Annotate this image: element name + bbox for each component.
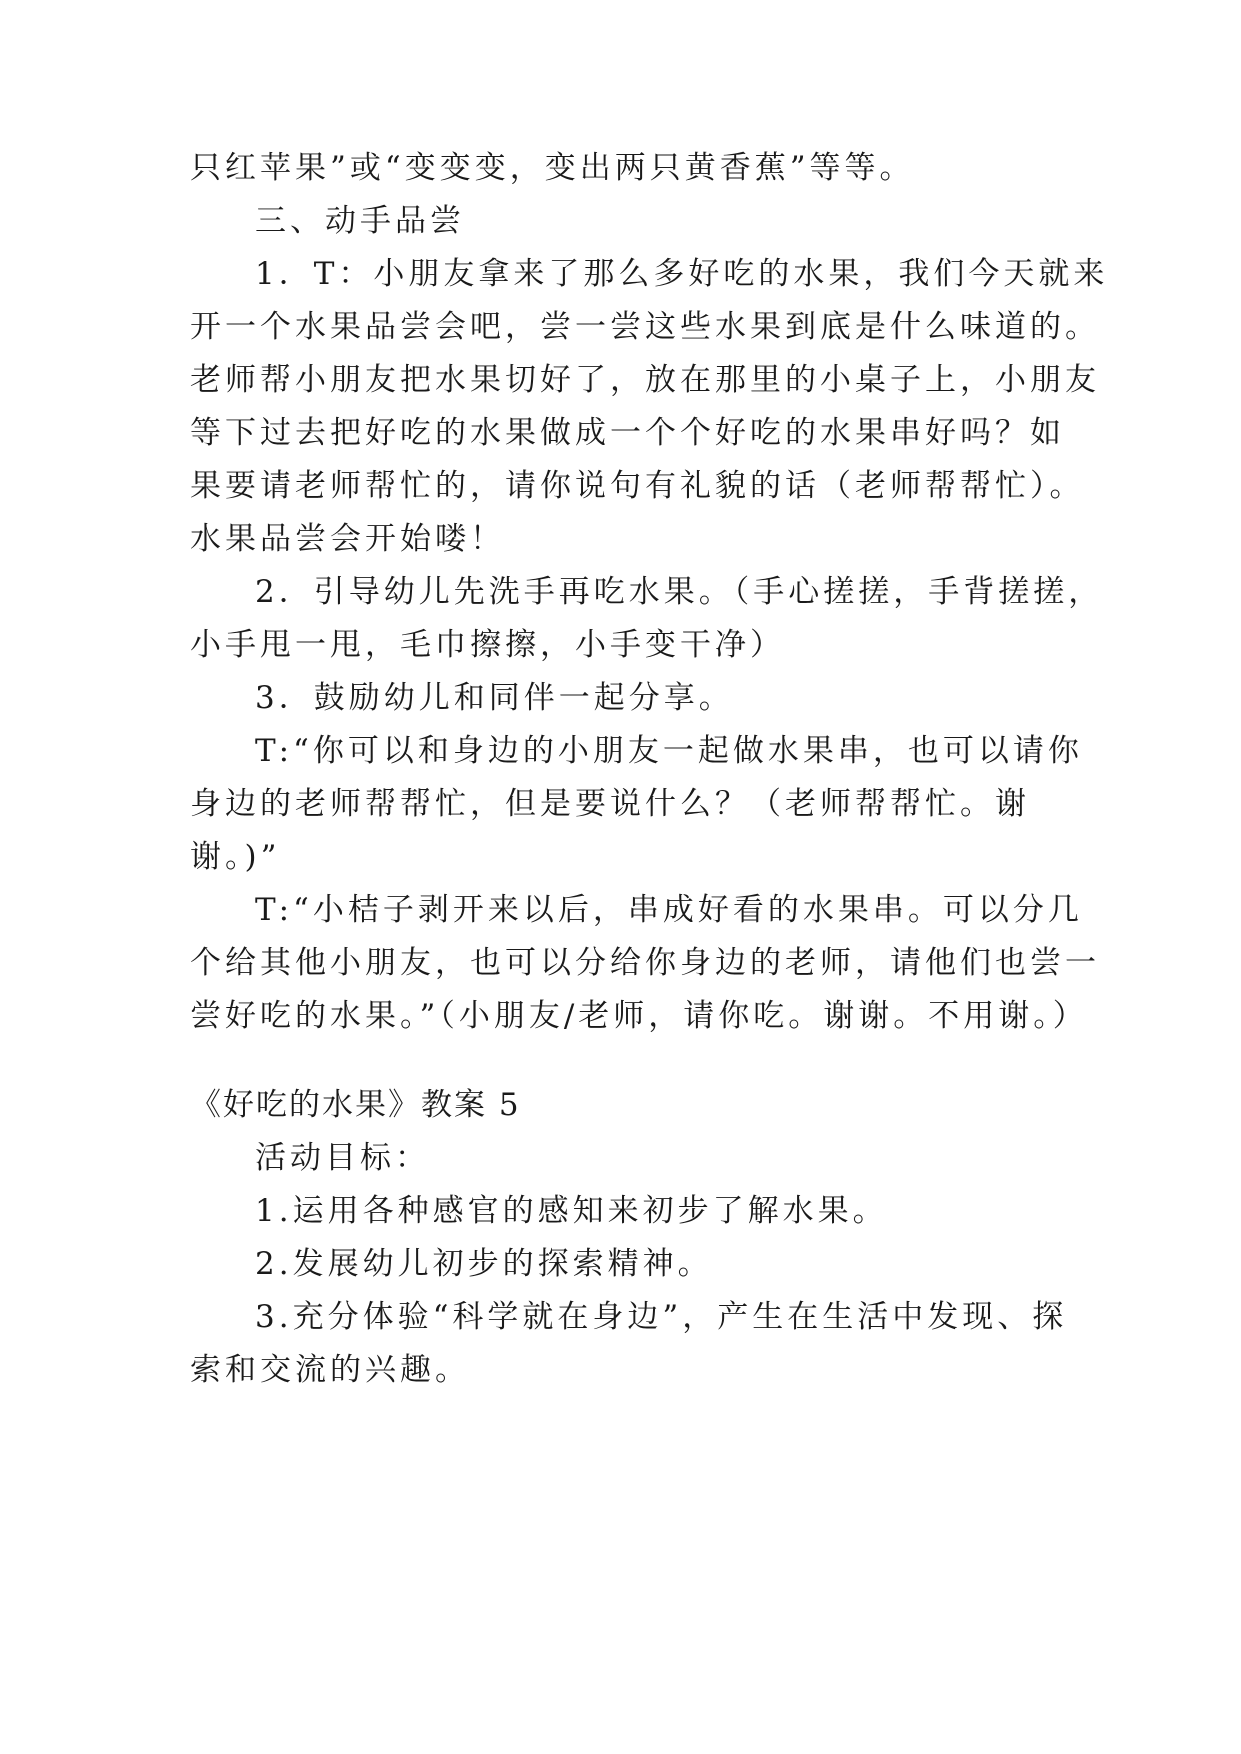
list-item: 1.运用各种感官的感知来初步了解水果。 (255, 1193, 888, 1229)
paragraph-line: 2．引导幼儿先洗手再吃水果。（手心搓搓，手背搓搓， (255, 574, 1104, 610)
section-heading: 三、动手品尝 (255, 203, 465, 239)
paragraph-line: 尝好吃的水果。”（小朋友/老师，请你吃。谢谢。不用谢。） (190, 998, 1088, 1034)
paragraph-line: 只红苹果”或“变变变，变出两只黄香蕉”等等。 (190, 150, 915, 186)
list-item: 3.充分体验“科学就在身边”，产生在生活中发现、探 (255, 1299, 1068, 1335)
paragraph-line: 小手甩一甩，毛巾擦擦，小手变干净） (190, 627, 785, 663)
paragraph-line: 索和交流的兴趣。 (190, 1352, 470, 1388)
paragraph-line: 老师帮小朋友把水果切好了，放在那里的小桌子上，小朋友 (190, 362, 1100, 398)
paragraph-line: T:“你可以和身边的小朋友一起做水果串，也可以请你 (255, 733, 1083, 769)
paragraph-line: 谢。)” (190, 839, 281, 875)
paragraph-line: 个给其他小朋友，也可以分给你身边的老师，请他们也尝一 (190, 945, 1100, 981)
paragraph-line: T:“小桔子剥开来以后，串成好看的水果串。可以分几 (255, 892, 1083, 928)
paragraph-line: 身边的老师帮帮忙，但是要说什么？（老师帮帮忙。谢 (190, 786, 1030, 822)
paragraph-line: 水果品尝会开始喽！ (190, 521, 505, 557)
section-heading: 活动目标： (255, 1140, 430, 1176)
paragraph-line: 开一个水果品尝会吧，尝一尝这些水果到底是什么味道的。 (190, 309, 1100, 345)
list-item: 2.发展幼儿初步的探索精神。 (255, 1246, 713, 1282)
paragraph-line: 等下过去把好吃的水果做成一个个好吃的水果串好吗？如 (190, 415, 1065, 451)
paragraph-line: 果要请老师帮忙的，请你说句有礼貌的话（老师帮帮忙）。 (190, 468, 1085, 504)
document-title: 《好吃的水果》教案 5 (190, 1087, 521, 1123)
paragraph-line: 1．T：小朋友拿来了那么多好吃的水果，我们今天就来 (255, 256, 1109, 292)
paragraph-line: 3．鼓励幼儿和同伴一起分享。 (255, 680, 734, 716)
